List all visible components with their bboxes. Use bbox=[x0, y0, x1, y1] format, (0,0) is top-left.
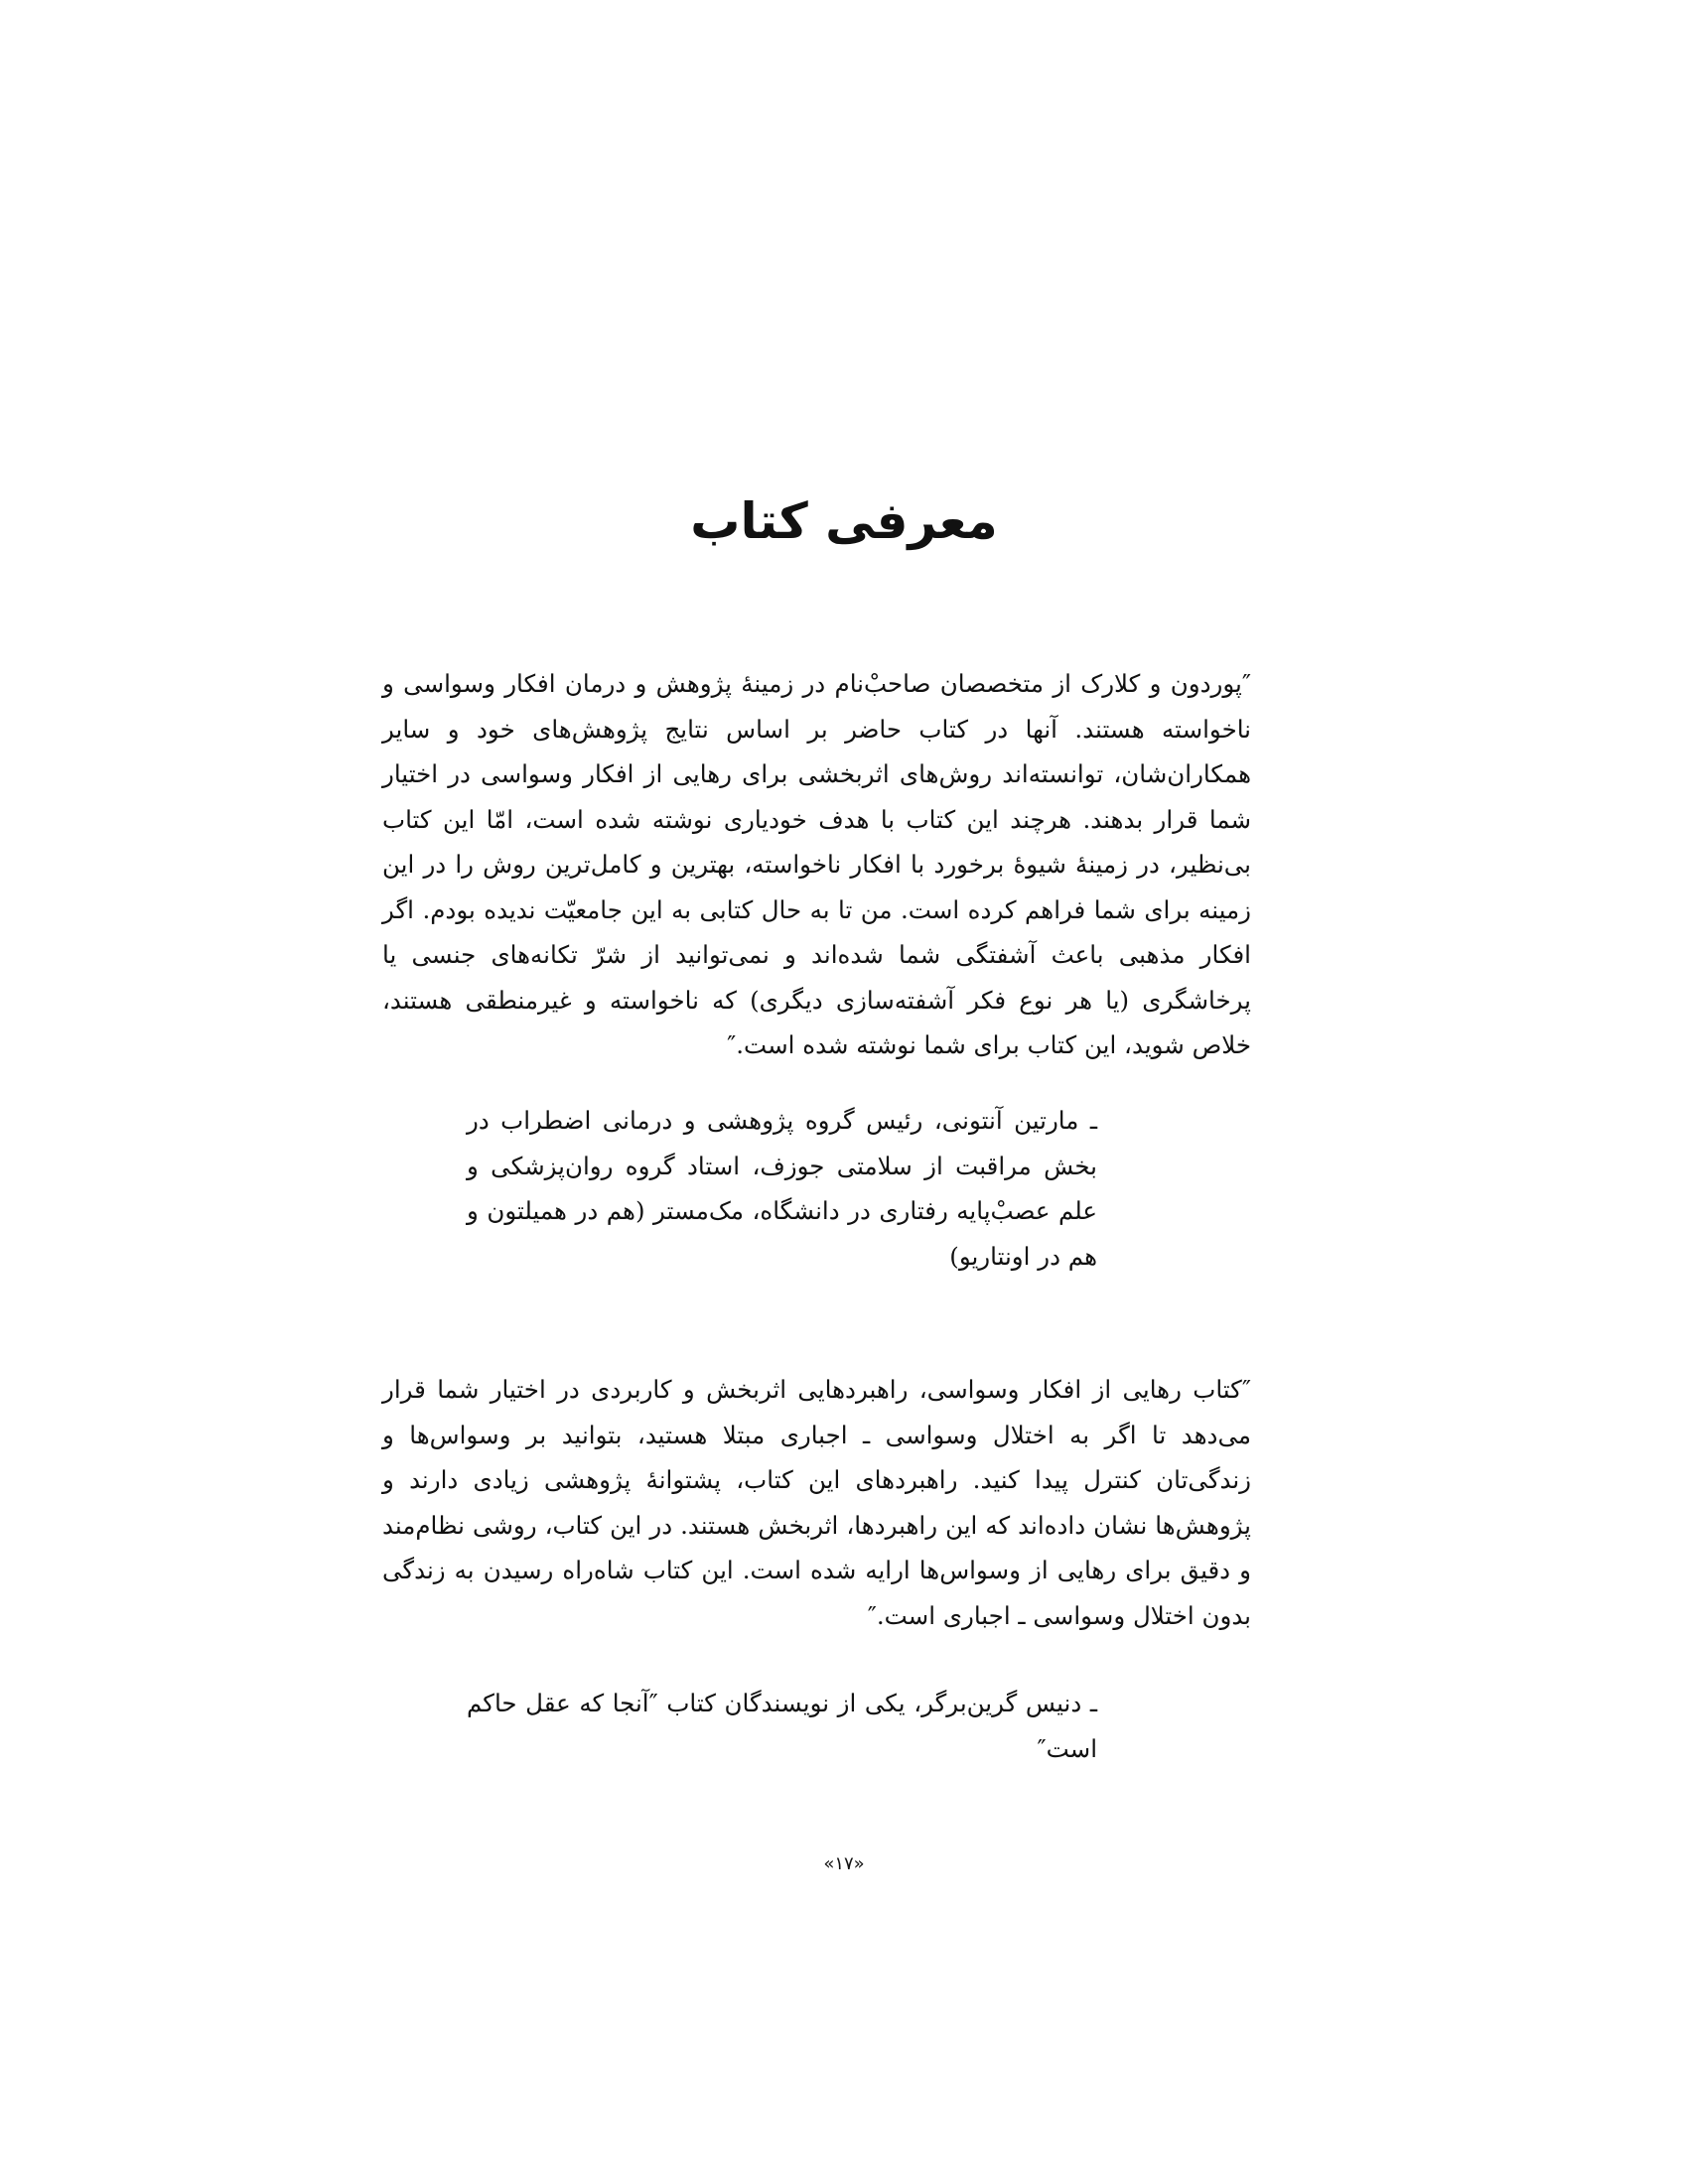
endorsement-attribution-1: ـ مارتین آنتونی، رئیس گروه پژوهشی و درمانی اضطراب در بخش مراقبت از سلامتی جوزف، استاد گروه روان‌پزشکی و علم عصبْ‌پایه رفتاری در دانشگاه، مک‌مستر (هم در همیلتون و هم در اونتاریو) bbox=[467, 1106, 1097, 1271]
endorsement-quote-2: ″کتاب رهایی از افکار وسواسی، راهبردهایی اثربخش و کاربردی در اختیار شما قرار می‌دهد تا اگر به اختلال وسواسی ـ اجباری مبتلا هستید، بتوانید بر وسواس‌ها و زندگی‌تان کنترل پیدا کنید. راهبردهای این کتاب، پشتوانهٔ پژوهشی زیادی دارند و پژوهش‌ها نشان داده‌اند که این راهبردها، اثربخش هستند. در این کتاب، روشی نظام‌مند و دقیق برای رهایی از وسواس‌ها ارایه شده است. این کتاب شاه‌راه رسیدن به زندگی بدون اختلال وسواسی ـ اجباری است.″ bbox=[382, 1375, 1251, 1630]
endorsement-attribution-2: ـ دنیس گرین‌برگر، یکی از نویسندگان کتاب ″آنجا که عقل حاکم است″ bbox=[467, 1689, 1097, 1763]
page-number: «۱۷» bbox=[823, 1853, 865, 1874]
endorsement-quote-1: ″پوردون و کلارک از متخصصان صاحبْ‌نام در زمینهٔ پژوهش و درمان افکار وسواسی و ناخواسته هستند. آنها در کتاب حاضر بر اساس نتایج پژوهش‌های خود و سایر همکاران‌شان، توانسته‌اند روش‌های اثربخشی برای رهایی از افکار وسواسی در اختیار شما قرار بدهند. هرچند این کتاب با هدف خودیاری نوشته شده است، امّا این کتاب بی‌نظیر، در زمینهٔ شیوهٔ برخورد با افکار ناخواسته، بهترین و کامل‌ترین روش را در این زمینه برای شما فراهم کرده است. من تا به حال کتابی به این جامعیّت ندیده بودم. اگر افکار مذهبی باعث آشفتگی شما شده‌اند و نمی‌توانید از شرّ تکانه‌های جنسی یا پرخاشگری (یا هر نوع فکر آشفته‌سازی دیگری) که ناخواسته و غیرمنطقی هستند، خلاص شوید، این کتاب برای شما نوشته شده است.″ bbox=[382, 669, 1251, 1059]
page-title: معرفی کتاب bbox=[690, 492, 998, 550]
